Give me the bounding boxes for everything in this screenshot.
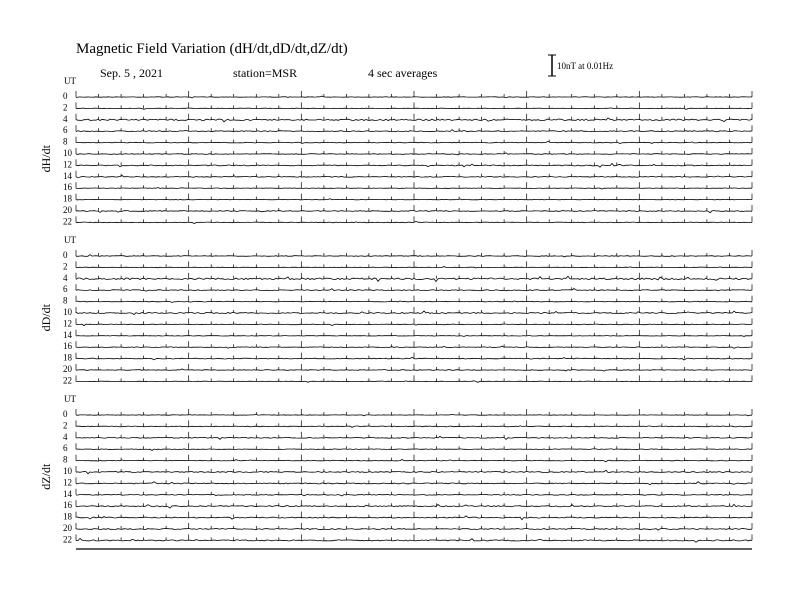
row-hour-label: 12 (63, 477, 72, 488)
row-hour-label: 16 (63, 500, 72, 511)
row-hour-label: 4 (63, 113, 68, 124)
trace-row (63, 341, 752, 351)
trace-row (63, 102, 752, 112)
row-hour-label: 2 (63, 261, 68, 272)
row-hour-label: 22 (63, 375, 72, 386)
trace-row (63, 296, 752, 306)
row-hour-label: 12 (63, 318, 72, 329)
trace-row (63, 137, 752, 147)
trace-row (63, 466, 752, 476)
trace-row (63, 432, 752, 442)
component-axis-label: dH/dt (39, 145, 53, 173)
trace-row (63, 477, 752, 487)
trace-row (63, 364, 752, 374)
row-hour-label: 2 (63, 102, 68, 113)
trace-row (63, 500, 752, 510)
row-hour-label: 16 (63, 182, 72, 193)
row-hour-label: 10 (63, 466, 72, 476)
trace-row (63, 534, 752, 544)
row-hour-label: 6 (63, 443, 68, 454)
row-hour-label: 0 (63, 91, 68, 101)
trace-row (63, 330, 752, 340)
trace-row (63, 523, 752, 533)
trace-row (63, 216, 752, 226)
trace-row (63, 318, 752, 328)
ut-label: UT (64, 235, 76, 245)
row-hour-label: 0 (63, 250, 68, 260)
panel-dD-dt (39, 235, 752, 385)
row-hour-label: 20 (63, 523, 72, 533)
trace-row (63, 489, 752, 499)
trace-row (63, 353, 752, 363)
trace-row (63, 250, 752, 260)
row-hour-label: 0 (63, 409, 68, 419)
row-hour-label: 14 (63, 170, 72, 181)
row-hour-label: 4 (63, 431, 68, 442)
row-hour-label: 6 (63, 125, 68, 136)
trace-row (63, 171, 752, 181)
trace-row (63, 284, 752, 294)
trace-row (63, 273, 752, 283)
trace-row (63, 420, 752, 430)
trace-row (63, 261, 752, 271)
row-hour-label: 16 (63, 341, 72, 352)
row-hour-label: 10 (63, 148, 72, 158)
trace-row (63, 148, 752, 158)
row-hour-label: 6 (63, 284, 68, 295)
row-hour-label: 18 (63, 511, 72, 522)
scale-bar (548, 55, 613, 76)
row-hour-label: 12 (63, 159, 72, 170)
row-hour-label: 2 (63, 420, 68, 431)
ut-label: UT (64, 394, 76, 404)
scale-bar-label: 10nT at 0.01Hz (557, 61, 614, 71)
trace-row (63, 159, 752, 169)
row-hour-label: 20 (63, 205, 72, 215)
trace-row (63, 512, 752, 522)
row-hour-label: 20 (63, 364, 72, 374)
row-hour-label: 18 (63, 352, 72, 363)
trace-row (63, 375, 752, 385)
chart-title: Magnetic Field Variation (dH/dt,dD/dt,dZ/dt) (76, 41, 348, 57)
trace-row (63, 205, 752, 215)
row-hour-label: 18 (63, 193, 72, 204)
panels-container (39, 76, 752, 544)
ut-label: UT (64, 76, 76, 86)
row-hour-label: 8 (63, 136, 68, 147)
averaging-label: 4 sec averages (368, 66, 438, 80)
trace-row (63, 455, 752, 465)
row-hour-label: 14 (63, 329, 72, 340)
trace-row (63, 443, 752, 453)
panel-dH-dt (39, 76, 752, 226)
date-label: Sep. 5 , 2021 (100, 66, 163, 80)
trace-row (63, 194, 752, 204)
row-hour-label: 8 (63, 295, 68, 306)
component-axis-label: dD/dt (39, 304, 53, 332)
trace-row (63, 114, 752, 124)
trace-row (63, 125, 752, 135)
row-hour-label: 22 (63, 534, 72, 545)
row-hour-label: 10 (63, 307, 72, 317)
trace-row (63, 91, 752, 101)
row-hour-label: 22 (63, 216, 72, 227)
station-label: station=MSR (233, 66, 298, 80)
trace-row (63, 307, 752, 317)
row-hour-label: 8 (63, 454, 68, 465)
row-hour-label: 14 (63, 488, 72, 499)
trace-row (63, 182, 752, 192)
trace-row (63, 409, 752, 419)
panel-dZ-dt (39, 394, 752, 544)
component-axis-label: dZ/dt (39, 463, 53, 490)
row-hour-label: 4 (63, 272, 68, 283)
